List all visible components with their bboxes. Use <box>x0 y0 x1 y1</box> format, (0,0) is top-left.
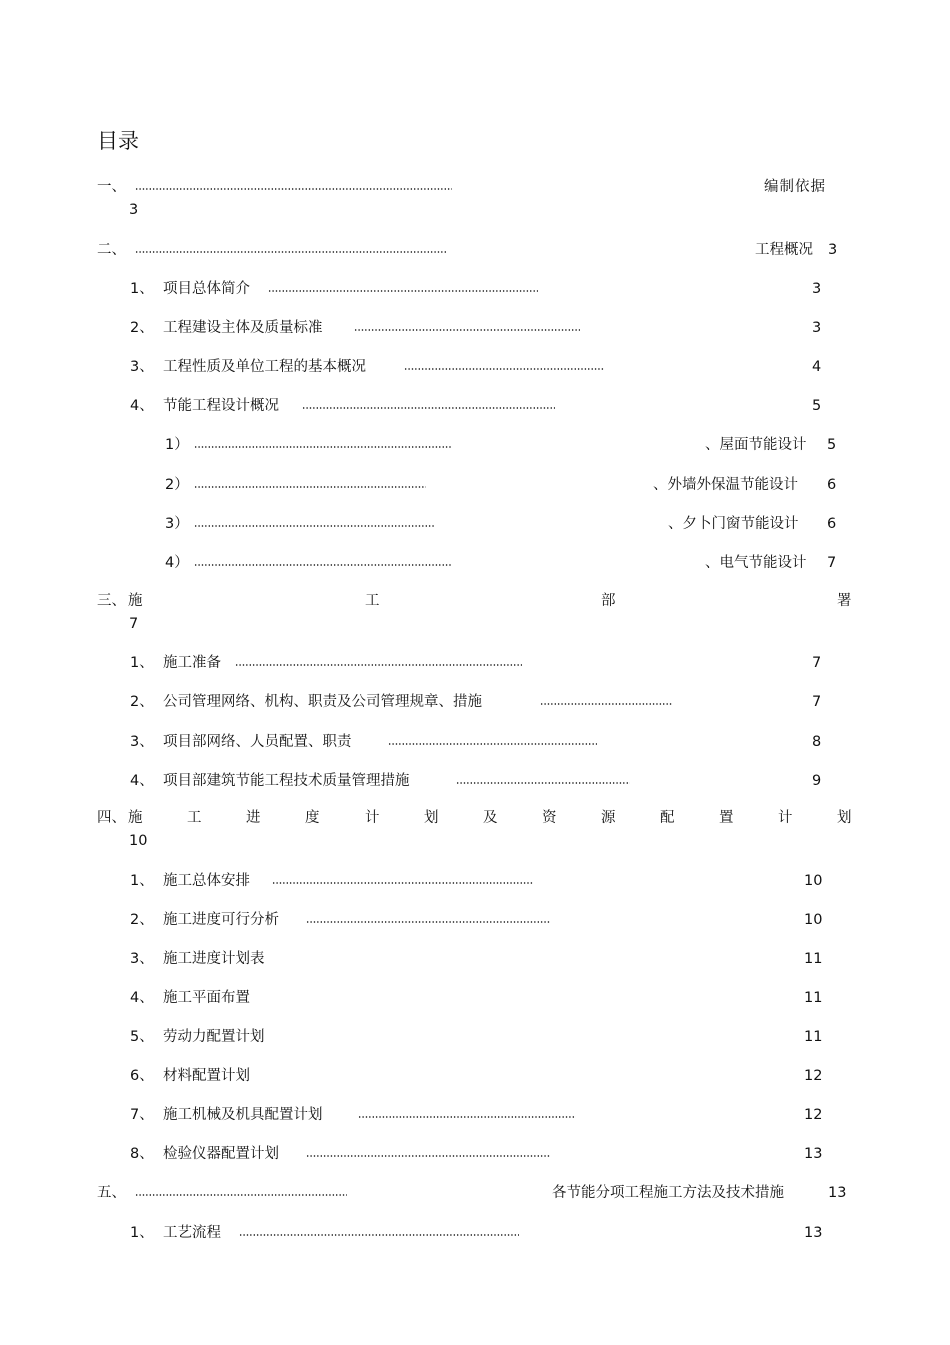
page-number: 10 <box>804 912 823 928</box>
leader-dots <box>540 702 672 706</box>
toc-number: 一、 <box>97 179 126 195</box>
toc-entry[interactable] <box>130 872 830 892</box>
toc-label-char: 源 <box>601 810 616 826</box>
toc-number: 4、 <box>130 990 154 1006</box>
page-number: 3 <box>812 281 822 297</box>
toc-label: 工程建设主体及质量标准 <box>163 320 323 336</box>
leader-dots <box>358 1115 576 1119</box>
toc-label: 材料配置计划 <box>163 1068 250 1084</box>
toc-label-char: 配 <box>660 810 675 826</box>
leader-dots <box>354 328 580 332</box>
toc-label: 各节能分项工程施工方法及技术措施 <box>552 1185 784 1201</box>
page-number: 4 <box>812 359 822 375</box>
toc-entry[interactable] <box>130 1028 830 1048</box>
toc-entry[interactable] <box>97 592 857 636</box>
toc-entry[interactable] <box>165 436 845 456</box>
page-number: 5 <box>812 398 822 414</box>
toc-label: 编制依据 <box>764 179 826 195</box>
toc-label: 施工平面布置 <box>163 990 250 1006</box>
toc-number: 4、 <box>130 398 154 414</box>
toc-label: 项目部网络、人员配置、职责 <box>163 734 352 750</box>
toc-label-char: 署 <box>837 593 852 609</box>
toc-entry[interactable] <box>130 397 830 417</box>
toc-number: 四、 <box>97 810 126 826</box>
toc-label: 施工总体安排 <box>163 873 250 889</box>
page-number: 12 <box>804 1107 823 1123</box>
leader-dots <box>404 367 605 371</box>
page-number: 12 <box>804 1068 823 1084</box>
leader-dots <box>239 1233 519 1237</box>
toc-label-char: 及 <box>483 810 498 826</box>
page-number: 5 <box>827 437 837 453</box>
toc-number: 2、 <box>130 912 154 928</box>
page-number: 8 <box>812 734 822 750</box>
toc-label: 节能工程设计概况 <box>163 398 279 414</box>
toc-label: 劳动力配置计划 <box>163 1029 265 1045</box>
toc-number: 8、 <box>130 1146 154 1162</box>
page-number: 11 <box>804 951 823 967</box>
toc-entry[interactable] <box>130 319 830 339</box>
toc-label: 工程性质及单位工程的基本概况 <box>163 359 366 375</box>
toc-number: 4） <box>165 555 189 571</box>
toc-label: 工艺流程 <box>163 1225 221 1241</box>
toc-number: 7、 <box>130 1107 154 1123</box>
toc-entry[interactable] <box>130 1224 830 1244</box>
toc-label: 施工进度可行分析 <box>163 912 279 928</box>
toc-label-char: 部 <box>601 593 616 609</box>
page-number: 13 <box>804 1146 823 1162</box>
toc-number: 1、 <box>130 281 154 297</box>
leader-dots <box>194 524 435 528</box>
toc-number: 3） <box>165 516 189 532</box>
page-number: 13 <box>828 1185 847 1201</box>
page-number: 11 <box>804 990 823 1006</box>
toc-label: 、外墙外保温节能设计 <box>653 477 798 493</box>
toc-label-char: 置 <box>719 810 734 826</box>
page-number: 3 <box>812 320 822 336</box>
toc-label: 施工准备 <box>163 655 221 671</box>
toc-entry[interactable] <box>130 1067 830 1087</box>
toc-entry[interactable] <box>97 809 857 853</box>
toc-entry[interactable] <box>130 772 830 792</box>
toc-entry[interactable] <box>130 693 830 713</box>
leader-dots <box>268 289 538 293</box>
toc-entry[interactable] <box>165 476 845 496</box>
toc-label: 、屋面节能设计 <box>705 437 807 453</box>
toc-entry[interactable] <box>97 1184 857 1204</box>
toc-entry[interactable] <box>130 989 830 1009</box>
page-number: 3 <box>828 242 838 258</box>
toc-number: 3、 <box>130 951 154 967</box>
toc-label: 、电气节能设计 <box>705 555 807 571</box>
toc-label-char: 进 <box>246 810 261 826</box>
toc-label: 工程概况 <box>755 242 813 258</box>
toc-label-char: 施 <box>128 593 143 609</box>
page-number: 13 <box>804 1225 823 1241</box>
leader-dots <box>235 663 522 667</box>
toc-entry[interactable] <box>130 1106 830 1126</box>
toc-number: 5、 <box>130 1029 154 1045</box>
page-number: 10 <box>129 833 148 849</box>
toc-label-char: 资 <box>542 810 557 826</box>
toc-number: 1、 <box>130 655 154 671</box>
toc-number: 1、 <box>130 873 154 889</box>
toc-number: 4、 <box>130 773 154 789</box>
leader-dots <box>302 406 555 410</box>
toc-label-char: 计 <box>365 810 380 826</box>
toc-label-char: 度 <box>305 810 320 826</box>
toc-entry[interactable] <box>165 554 845 574</box>
toc-number: 3、 <box>130 734 154 750</box>
toc-number: 五、 <box>97 1185 126 1201</box>
page-number: 7 <box>827 555 837 571</box>
leader-dots <box>456 781 630 785</box>
leader-dots <box>135 187 452 191</box>
toc-number: 2、 <box>130 694 154 710</box>
toc-number: 三、 <box>97 593 126 609</box>
leader-dots <box>135 250 447 254</box>
page-number: 9 <box>812 773 822 789</box>
toc-label-char: 工 <box>187 810 202 826</box>
toc-label: 项目部建筑节能工程技术质量管理措施 <box>163 773 410 789</box>
toc-number: 6、 <box>130 1068 154 1084</box>
leader-dots <box>306 1154 551 1158</box>
toc-entry[interactable] <box>130 280 830 300</box>
toc-label-char: 施 <box>128 810 143 826</box>
leader-dots <box>272 881 534 885</box>
leader-dots <box>194 445 452 449</box>
page-number: 11 <box>804 1029 823 1045</box>
page-number: 7 <box>129 616 139 632</box>
toc-entry[interactable] <box>130 654 830 674</box>
toc-number: 3、 <box>130 359 154 375</box>
toc-entry[interactable] <box>97 241 857 261</box>
toc-number: 2） <box>165 477 189 493</box>
toc-label-char: 划 <box>424 810 439 826</box>
toc-entry[interactable] <box>130 950 830 970</box>
page-number: 3 <box>129 202 139 218</box>
page-number: 7 <box>812 655 822 671</box>
toc-number: 1） <box>165 437 189 453</box>
page-number: 6 <box>827 477 837 493</box>
page-number: 7 <box>812 694 822 710</box>
toc-entry[interactable] <box>165 515 845 535</box>
toc-label: 检验仪器配置计划 <box>163 1146 279 1162</box>
page-number: 10 <box>804 873 823 889</box>
toc-entry[interactable] <box>130 733 830 753</box>
toc-number: 1、 <box>130 1225 154 1241</box>
leader-dots <box>306 920 551 924</box>
toc-label: 公司管理网络、机构、职责及公司管理规章、措施 <box>163 694 482 710</box>
toc-label-char: 划 <box>837 810 852 826</box>
leader-dots <box>194 563 452 567</box>
toc-entry[interactable] <box>130 1145 830 1165</box>
toc-number: 二、 <box>97 242 126 258</box>
page-title: 目录 <box>97 129 139 153</box>
toc-label-char: 计 <box>778 810 793 826</box>
toc-label: 施工进度计划表 <box>163 951 265 967</box>
leader-dots <box>388 742 597 746</box>
toc-label: 、夕卜门窗节能设计 <box>668 516 799 532</box>
leader-dots <box>135 1193 347 1197</box>
toc-entry[interactable] <box>130 911 830 931</box>
toc-number: 2、 <box>130 320 154 336</box>
toc-label: 项目总体简介 <box>163 281 250 297</box>
page-number: 6 <box>827 516 837 532</box>
leader-dots <box>194 485 426 489</box>
toc-entry[interactable] <box>130 358 830 378</box>
toc-label: 施工机械及机具配置计划 <box>163 1107 323 1123</box>
toc-label-char: 工 <box>365 593 380 609</box>
toc-entry[interactable] <box>97 178 857 222</box>
